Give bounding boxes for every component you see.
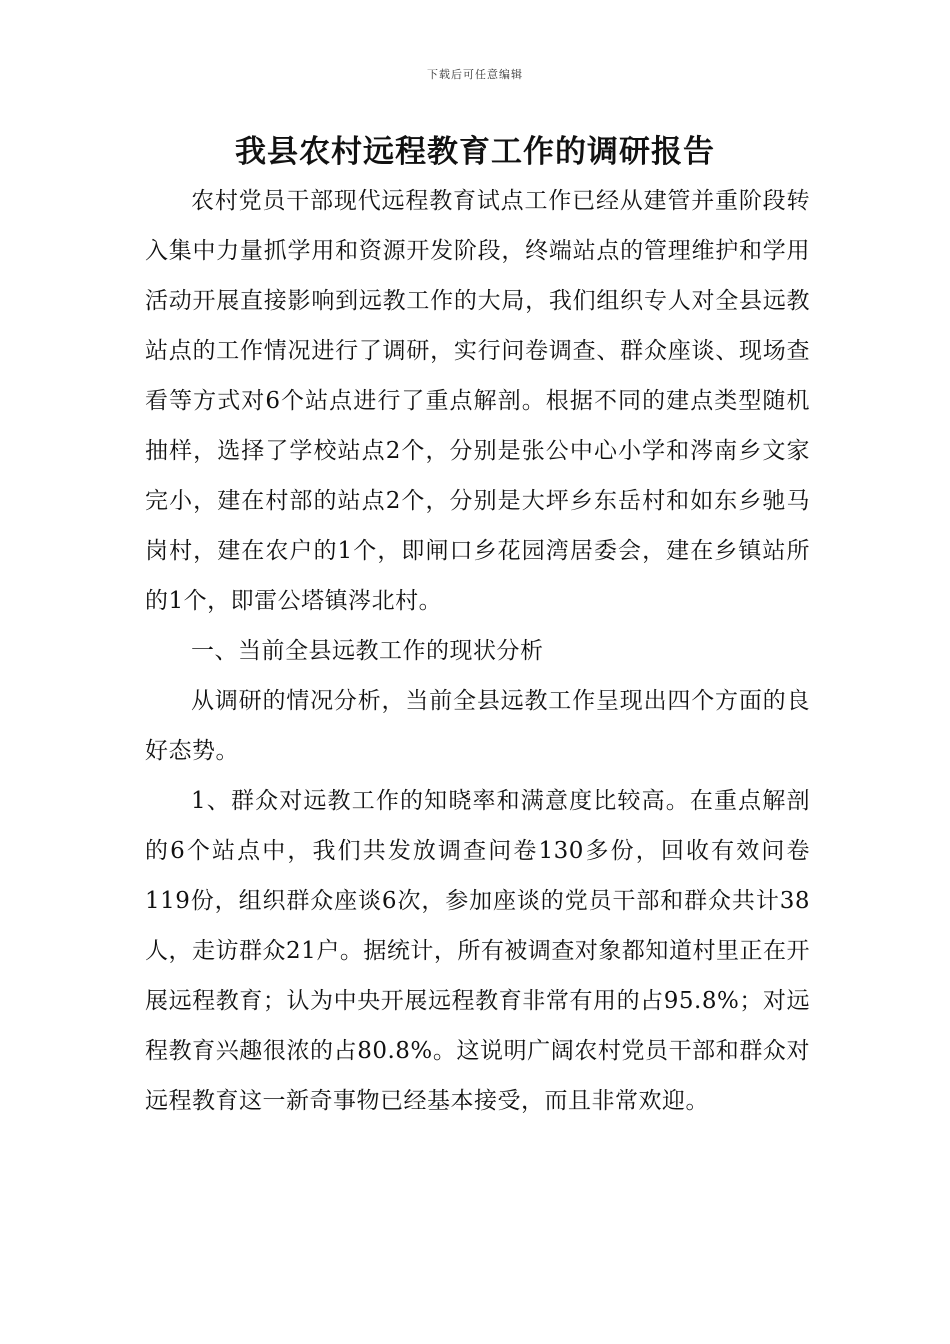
- header-note: 下载后可任意编辑: [427, 68, 523, 81]
- document-body: [145, 176, 810, 1126]
- paragraph-overview: 从调研的情况分析，当前全县远教工作呈现出四个方面的良好态势。: [145, 688, 810, 764]
- section-heading: 一、当前全县远教工作的现状分析: [191, 638, 544, 664]
- paragraph-intro: 农村党员干部现代远程教育试点工作已经从建管并重阶段转入集中力量抓学用和资源开发阶段，终端站点的管理维护和学用活动开展直接影响到远教工作的大局，我们组织专人对全县远教站点的工作情况进行了调研，实行问卷调查、群众座谈、现场查看等方式对6个站点进行了重点解剖。根据不同的建点类型随机抽样，选择了学校站点2个，分别是张公中心小学和涔南乡文家完小，建在村部的站点2个，分别是大坪乡东岳村和如东乡驰马岗村，建在农户的1个，即闸口乡花园湾居委会，建在乡镇站所的1个，即雷公塔镇涔北村。: [145, 188, 810, 614]
- document-title: 我县农村远程教育工作的调研报告: [235, 134, 715, 170]
- paragraph-point-1: 1、群众对远教工作的知晓率和满意度比较高。在重点解剖的6个站点中，我们共发放调查问卷130多份，回收有效问卷119份，组织群众座谈6次，参加座谈的党员干部和群众共计38人，走访群众21户。据统计，所有被调查对象都知道村里正在开展远程教育；认为中央开展远程教育非常有用的占95.8%；对远程教育兴趣很浓的占80.8%。这说明广阔农村党员干部和群众对远程教育这一新奇事物已经基本接受，而且非常欢迎。: [145, 788, 810, 1114]
